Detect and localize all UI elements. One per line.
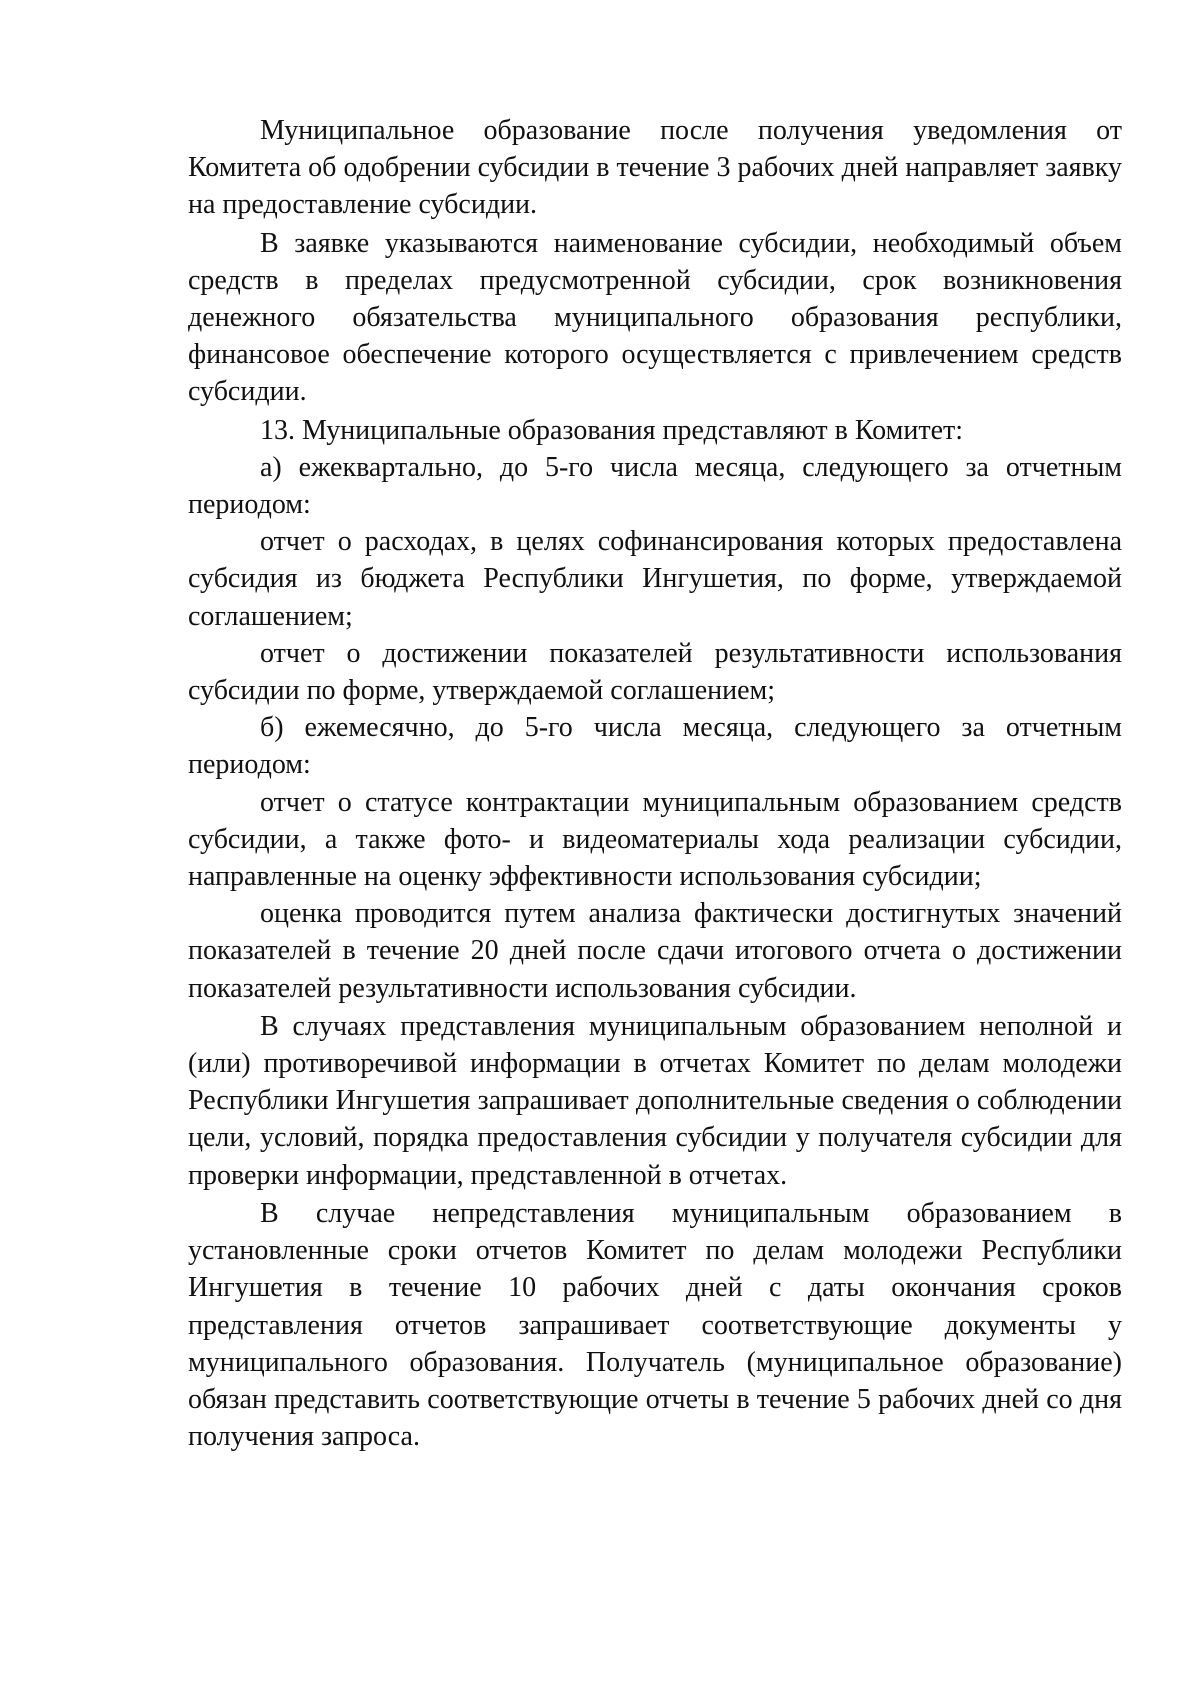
paragraph-approval-notice: Муниципальное образование после получения уведомления от Комитета об одобрении субсидии в течение 3 рабочих дней направляет заявку на предоставление субсидии. bbox=[188, 115, 1122, 221]
paragraph-evaluation: оценка проводится путем анализа фактически достигнутых значений показателей в течение 20 дней после сдачи итогового отчета о достижении показателей результативности использования субсидии. bbox=[188, 898, 1122, 1004]
paragraph-incomplete-information: В случаях представления муниципальным образованием неполной и (или) противоречивой информации в отчетах Комитет по делам молодежи Республики Ингушетия запрашивает дополнительные сведения о соблюдении цели, условий, порядка предоставления субсидии у получателя субсидии для проверки информации, представленной в отчетах. bbox=[188, 1010, 1122, 1191]
paragraph-performance-report: отчет о достижении показателей результативности использования субсидии по форме, утверждаемой соглашением; bbox=[188, 637, 1122, 707]
document-page bbox=[188, 112, 1122, 1456]
paragraph-contracting-report: отчет о статусе контрактации муниципальным образованием средств субсидии, а также фото- и видеоматериалы хода реализации субсидии, направленные на оценку эффективности использования субсидии; bbox=[188, 786, 1122, 893]
paragraph-non-submission: В случае непредставления муниципальным образованием в установленные сроки отчетов Комитет по делам молодежи Республики Ингушетия в течение 10 рабочих дней с даты окончания сроков представления отчетов запрашивает соответствующие документы у муниципального образования. Получатель (муниципальное образование) обязан представить соответствующие отчеты в течение 5 рабочих дней со дня получения запроса. bbox=[188, 1197, 1122, 1453]
paragraph-subitem-b: б) ежемесячно, до 5-го числа месяца, следующего за отчетным периодом: bbox=[188, 712, 1122, 781]
paragraph-application-contents: В заявке указываются наименование субсидии, необходимый объем средств в пределах предусмотренной субсидии, срок возникновения денежного обязательства муниципального образования республики, финансовое обеспечение которого осуществляется с привлечением средств субсидии. bbox=[188, 227, 1122, 408]
paragraph-item-13: 13. Муниципальные образования представляют в Комитет: bbox=[260, 414, 964, 446]
paragraph-expense-report: отчет о расходах, в целях софинансирования которых предоставлена субсидия из бюджета Республики Ингушетия, по форме, утверждаемой соглашением; bbox=[188, 526, 1122, 632]
paragraph-subitem-a: а) ежеквартально, до 5-го числа месяца, следующего за отчетным периодом: bbox=[188, 451, 1122, 521]
